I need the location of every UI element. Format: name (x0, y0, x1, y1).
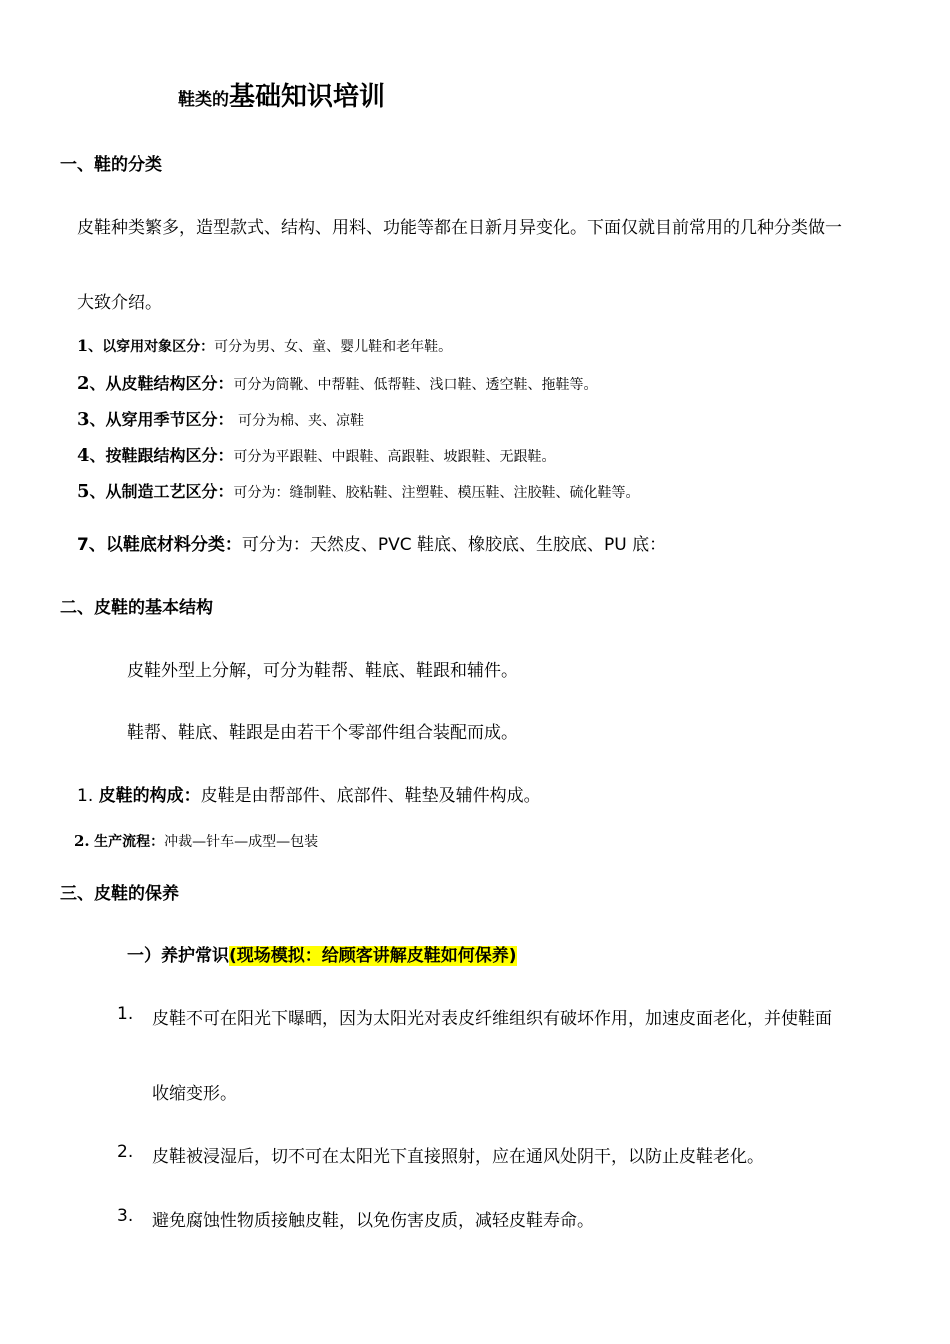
item-text: 可分为：缝制鞋、胶粘鞋、注塑鞋、模压鞋、注胶鞋、硫化鞋等。 (233, 485, 640, 501)
item-number: 5 (77, 481, 90, 502)
item-label: 皮鞋的构成： (98, 786, 201, 806)
item-number: 1. (77, 786, 94, 806)
care-list-line: 皮鞋被浸湿后，切不可在太阳光下直接照射，应在通风处阴干，以防止皮鞋老化。 (152, 1147, 764, 1167)
classification-item (77, 479, 640, 502)
classification-item (77, 443, 556, 466)
item-text: 皮鞋是由帮部件、底部件、鞋垫及辅件构成。 (200, 786, 541, 806)
care-list-line: 皮鞋不可在阳光下曝晒，因为太阳光对表皮纤维组织有破坏作用，加速皮面老化，并使鞋面 (152, 1009, 832, 1029)
structure-para-2: 鞋帮、鞋底、鞋跟是由若干个零部件组合装配而成。 (127, 723, 518, 743)
care-list-number: 3. (117, 1206, 134, 1226)
item-label: 、从制造工艺区分： (89, 482, 234, 501)
structure-para-1: 皮鞋外型上分解，可分为鞋帮、鞋底、鞋跟和辅件。 (127, 661, 518, 681)
care-list-number: 1. (117, 1004, 134, 1024)
item-number: 1 (77, 336, 89, 355)
care-list-line: 避免腐蚀性物质接触皮鞋，以免伤害皮质，减轻皮鞋寿命。 (152, 1211, 594, 1231)
classification-item-7 (77, 530, 666, 555)
subheading-label: 一）养护常识 (127, 946, 229, 966)
item-text: 可分为：天然皮、PVC 鞋底、橡胶底、生胶底、PU 底： (241, 535, 667, 555)
classification-item (77, 407, 364, 430)
intro-line-2: 大致介绍。 (77, 293, 162, 313)
section-heading-structure: 二、皮鞋的基本结构 (60, 598, 213, 618)
item-number: 2. (74, 832, 90, 850)
item-text: 可分为平跟鞋、中跟鞋、高跟鞋、坡跟鞋、无跟鞋。 (233, 449, 556, 465)
intro-line-1: 皮鞋种类繁多，造型款式、结构、用料、功能等都在日新月异变化。下面仅就目前常用的几种分类做一 (77, 218, 842, 238)
care-list-line: 收缩变形。 (152, 1084, 237, 1104)
item-label: 、从穿用季节区分： (89, 410, 234, 429)
item-number: 2 (77, 373, 90, 394)
title-prefix: 鞋类的 (178, 90, 229, 110)
item-text: 可分为男、女、童、婴儿鞋和老年鞋。 (214, 339, 453, 355)
item-text: 可分为筒靴、中帮鞋、低帮鞋、浅口鞋、透空鞋、拖鞋等。 (233, 377, 598, 393)
item-number: 3 (77, 409, 90, 430)
care-list-number: 2. (117, 1142, 134, 1162)
item-label: 7、以鞋底材料分类： (77, 535, 242, 555)
highlight-note: (现场模拟：给顾客讲解皮鞋如何保养) (229, 946, 517, 966)
section-heading-classification: 一、鞋的分类 (60, 155, 162, 175)
structure-item-2 (74, 831, 318, 851)
page-title (178, 76, 385, 113)
classification-item (77, 336, 452, 356)
item-number: 4 (77, 445, 90, 466)
section-heading-care: 三、皮鞋的保养 (60, 884, 179, 904)
item-text: 冲裁—针车—成型—包装 (164, 834, 319, 850)
item-text: 可分为棉、夹、凉鞋 (233, 413, 364, 429)
item-label: 、以穿用对象区分： (88, 339, 215, 355)
title-main: 基础知识培训 (229, 82, 386, 112)
item-label: 、从皮鞋结构区分： (89, 374, 234, 393)
item-label: 、按鞋跟结构区分： (89, 446, 234, 465)
item-label: 生产流程： (94, 834, 165, 850)
classification-item (77, 371, 598, 394)
structure-item-1 (77, 781, 541, 806)
care-subheading (127, 941, 517, 966)
